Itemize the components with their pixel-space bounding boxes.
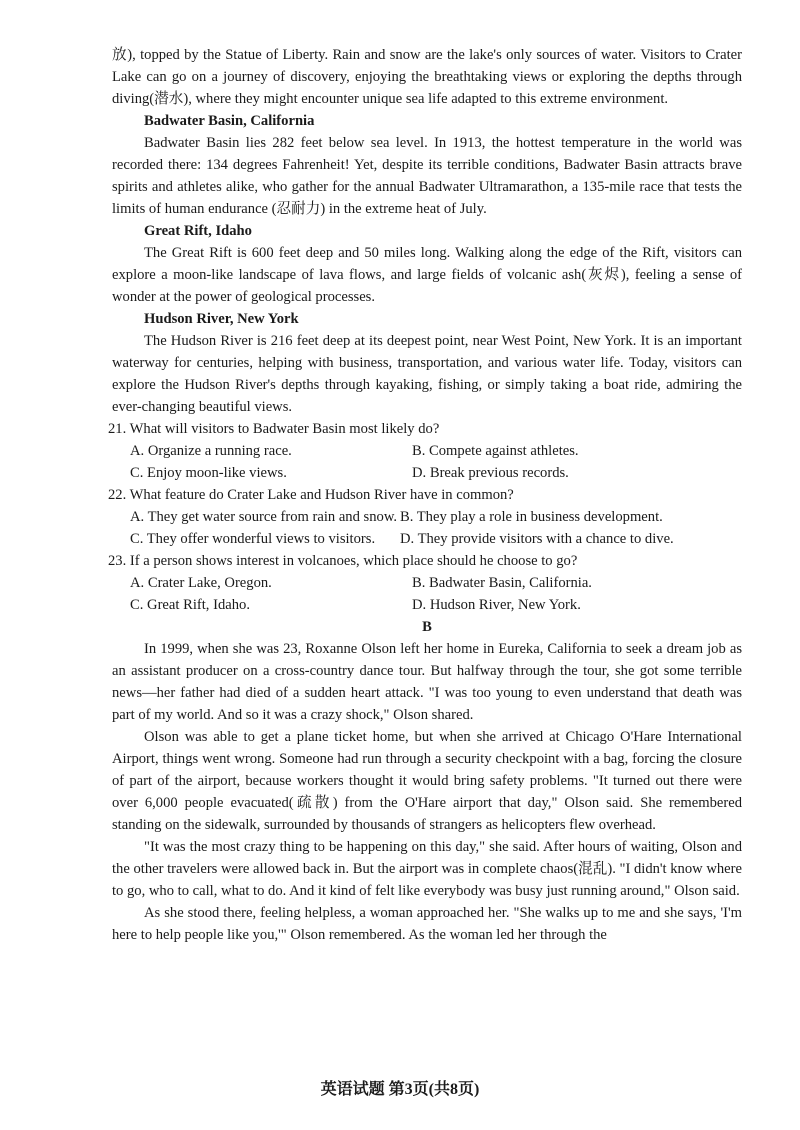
question-23-options-row1	[112, 572, 742, 594]
question-23-options-row2	[112, 594, 742, 616]
question-21-stem: 21. What will visitors to Badwater Basin most likely do?	[108, 421, 440, 437]
q21-option-d: D. Break previous records.	[412, 465, 569, 481]
question-22-stem: 22. What feature do Crater Lake and Hudson River have in common?	[108, 487, 514, 503]
q23-option-a: A. Crater Lake, Oregon.	[130, 575, 272, 591]
crater-lake-paragraph: 放), topped by the Statue of Liberty. Rain and snow are the lake's only sources of water. Visitors to Crater Lake can go on a journey of discovery, enjoying the breathtaking views or exploring the depths through diving(潜水), where they might encounter unique sea life adapted to this extreme environment.	[112, 47, 742, 107]
question-21-options-row1	[112, 440, 742, 462]
section-text-badwater: Badwater Basin lies 282 feet below sea level. In 1913, the hottest temperature in the world was recorded there: 134 degrees Fahrenheit! Yet, despite its terrible conditions, Badwater Basin attracts brave spirits and athletes alike, who gather for the annual Badwater Ultramarathon, a 135-mile race that tests the limits of human endurance (忍耐力) in the extreme heat of July.	[112, 135, 742, 217]
q22-option-b: B. They play a role in business development.	[400, 509, 663, 525]
section-text-hudson: The Hudson River is 216 feet deep at its deepest point, near West Point, New York. It is an important waterway for centuries, helping with business, transportation, and various water life. Today, visitors can explore the Hudson River's depths through kayaking, fishing, or simply taking a boat ride, admiring the ever-changing beautiful views.	[112, 333, 742, 415]
q21-option-a: A. Organize a running race.	[130, 443, 292, 459]
passage-b-paragraph-3: "It was the most crazy thing to be happening on this day," she said. After hours of waiting, Olson and the other travelers were allowed back in. But the airport was in complete chaos(混乱). "I didn't know where to go, who to call, what to do. And it kind of felt like everybody was busy just running around," Olson said.	[112, 839, 742, 899]
page-footer: 英语试题 第3页(共8页)	[320, 1081, 480, 1098]
question-22-options-row1	[112, 506, 742, 528]
q23-option-b: B. Badwater Basin, California.	[412, 575, 592, 591]
question-21-options-row2	[112, 462, 742, 484]
section-label-b: B	[422, 619, 432, 635]
section-heading-hudson: Hudson River, New York	[144, 311, 299, 327]
section-heading-great-rift: Great Rift, Idaho	[144, 223, 252, 239]
q22-option-d: D. They provide visitors with a chance to dive.	[400, 531, 674, 547]
q21-option-c: C. Enjoy moon-like views.	[130, 465, 287, 481]
q23-option-c: C. Great Rift, Idaho.	[130, 597, 250, 613]
passage-b-paragraph-2: Olson was able to get a plane ticket home, but when she arrived at Chicago O'Hare International Airport, things went wrong. Someone had run through a security checkpoint with a bag, forcing the closure of part of the airport, because workers thought it would bring safety problems. "It turned out there were over 6,000 people evacuated(疏散) from the O'Hare airport that day," Olson said. She remembered standing on the sidewalk, surrounded by thousands of strangers as helicopters flew overhead.	[112, 729, 742, 833]
q23-option-d: D. Hudson River, New York.	[412, 597, 581, 613]
section-heading-badwater: Badwater Basin, California	[144, 113, 315, 129]
question-22-options-row2	[112, 528, 742, 550]
q22-option-c: C. They offer wonderful views to visitors.	[130, 531, 376, 547]
passage-b-paragraph-4: As she stood there, feeling helpless, a woman approached her. "She walks up to me and she says, 'I'm here to help people like you,'" Olson remembered. As the woman led her through the	[112, 905, 742, 943]
passage-b-paragraph-1: In 1999, when she was 23, Roxanne Olson left her home in Eureka, California to seek a dream job as an assistant producer on a cross-country dance tour. But halfway through the tour, she got some terrible news—her father had died of a sudden heart attack. "I was too young to even understand that death was part of my world. And so it was a crazy shock," Olson shared.	[112, 641, 742, 723]
q21-option-b: B. Compete against athletes.	[412, 443, 579, 459]
q22-option-a: A. They get water source from rain and snow.	[130, 509, 398, 525]
question-23-stem: 23. If a person shows interest in volcanoes, which place should he choose to go?	[108, 553, 578, 569]
section-text-great-rift: The Great Rift is 600 feet deep and 50 miles long. Walking along the edge of the Rift, visitors can explore a moon-like landscape of lava flows, and large fields of volcanic ash(灰烬), feeling a sense of wonder at the power of geological processes.	[112, 245, 742, 305]
page-content	[108, 44, 742, 946]
